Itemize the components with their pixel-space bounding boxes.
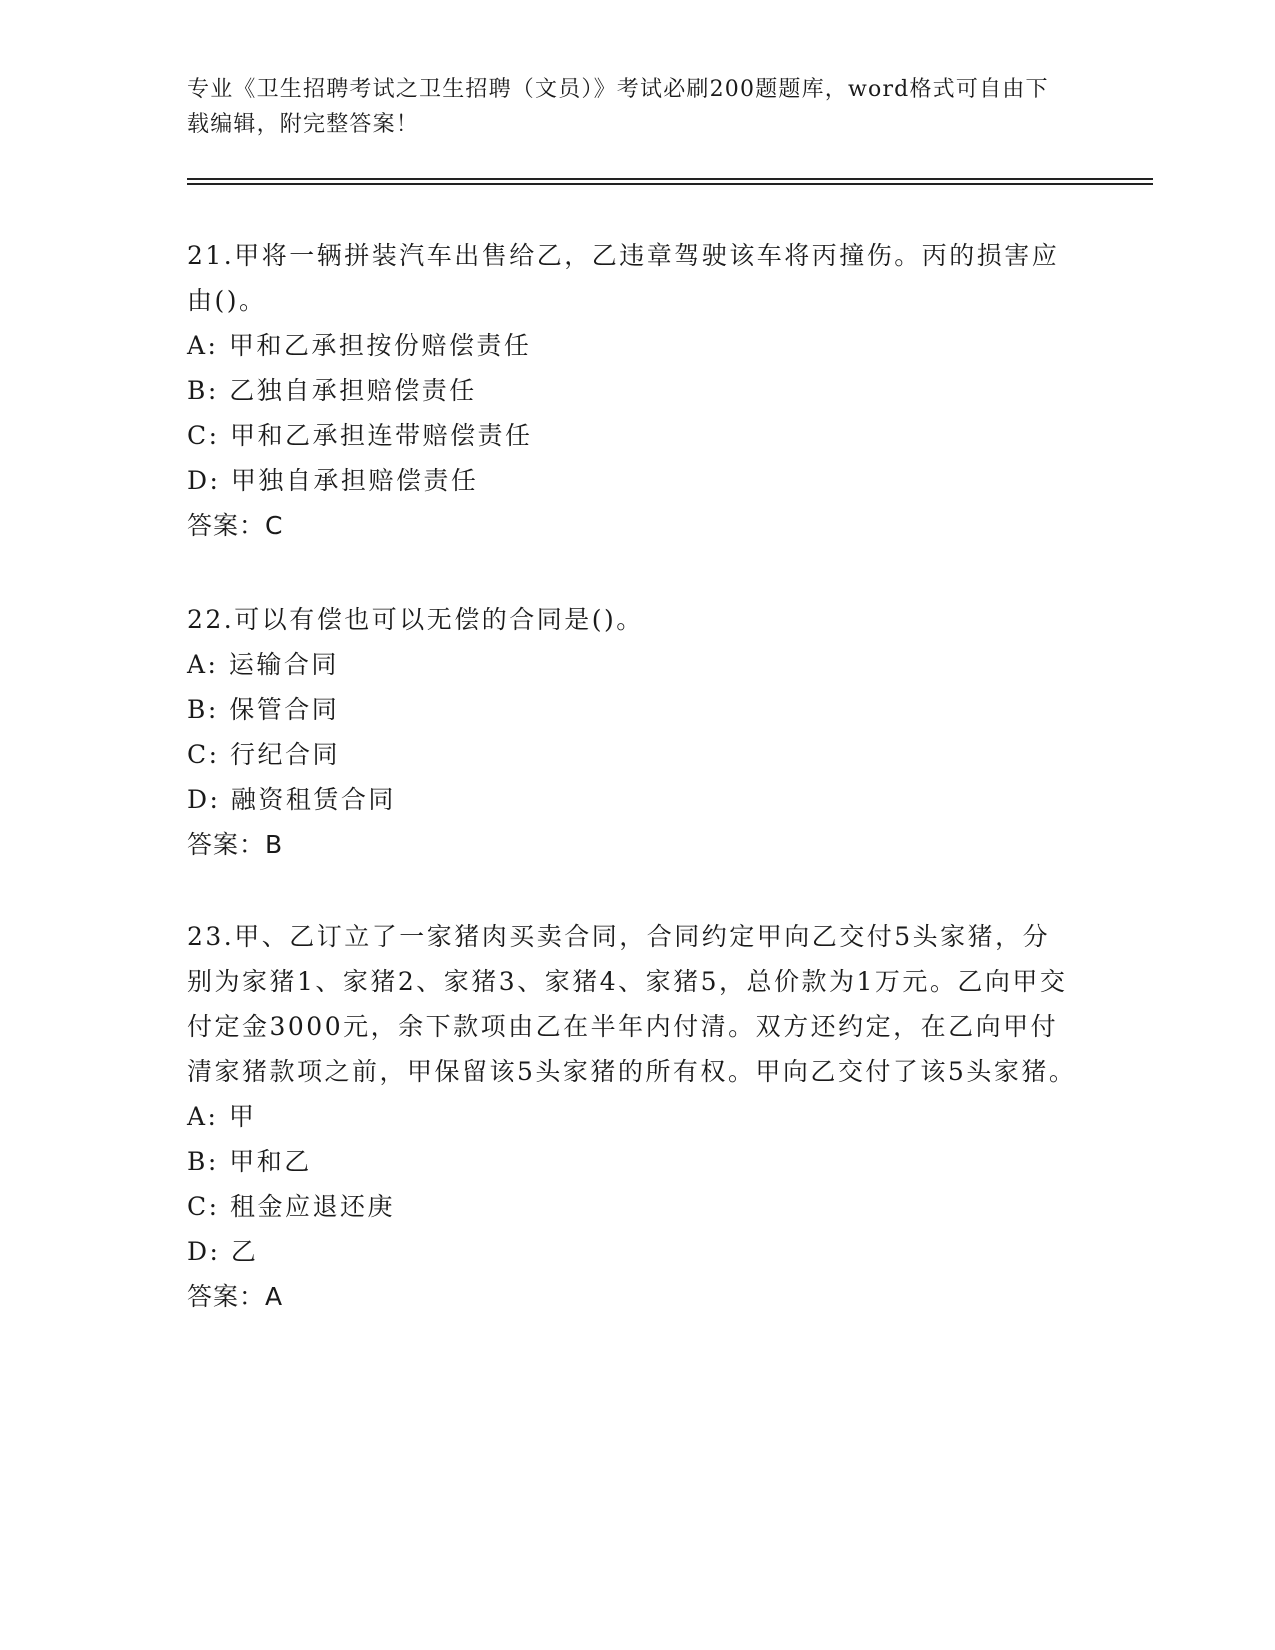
- option-b: B: 保管合同: [187, 695, 340, 724]
- question-22: [187, 597, 1077, 867]
- question-23: [187, 914, 1077, 1319]
- option-b: B: 乙独自承担赔偿责任: [187, 376, 477, 405]
- header-divider-bottom: [187, 183, 1153, 185]
- option-a: A: 甲: [187, 1102, 257, 1131]
- question-21: [187, 233, 1077, 548]
- option-d: D: 融资租赁合同: [187, 785, 396, 814]
- header-divider-top: [187, 178, 1153, 180]
- option-d: D: 甲独自承担赔偿责任: [187, 466, 479, 495]
- answer: 答案：A: [187, 1282, 284, 1311]
- option-b: B: 甲和乙: [187, 1147, 312, 1176]
- document-header: [187, 72, 1067, 142]
- question-stem: 22.可以有偿也可以无偿的合同是()。: [187, 605, 644, 634]
- option-c: C: 行纪合同: [187, 740, 340, 769]
- option-a: A: 甲和乙承担按份赔偿责任: [187, 331, 532, 360]
- option-c: C: 租金应退还庚: [187, 1192, 395, 1221]
- header-text: 专业《卫生招聘考试之卫生招聘（文员）》考试必刷200题题库，word格式可自由下载编辑，附完整答案！: [187, 77, 1049, 137]
- question-stem: 23.甲、乙订立了一家猪肉买卖合同，合同约定甲向乙交付5头家猪，分别为家猪1、家猪2、家猪3、家猪4、家猪5，总价款为1万元。乙向甲交付定金3000元，余下款项由乙在半年内付清。双方还约定，在乙向甲付清家猪款项之前，甲保留该5头家猪的所有权。甲向乙交付了该5头家猪。: [187, 922, 1077, 1086]
- answer: 答案：B: [187, 830, 284, 859]
- answer: 答案：C: [187, 511, 284, 540]
- option-d: D: 乙: [187, 1237, 259, 1266]
- option-c: C: 甲和乙承担连带赔偿责任: [187, 421, 533, 450]
- option-a: A: 运输合同: [187, 650, 339, 679]
- question-stem: 21.甲将一辆拼装汽车出售给乙，乙违章驾驶该车将丙撞伤。丙的损害应由()。: [187, 241, 1060, 315]
